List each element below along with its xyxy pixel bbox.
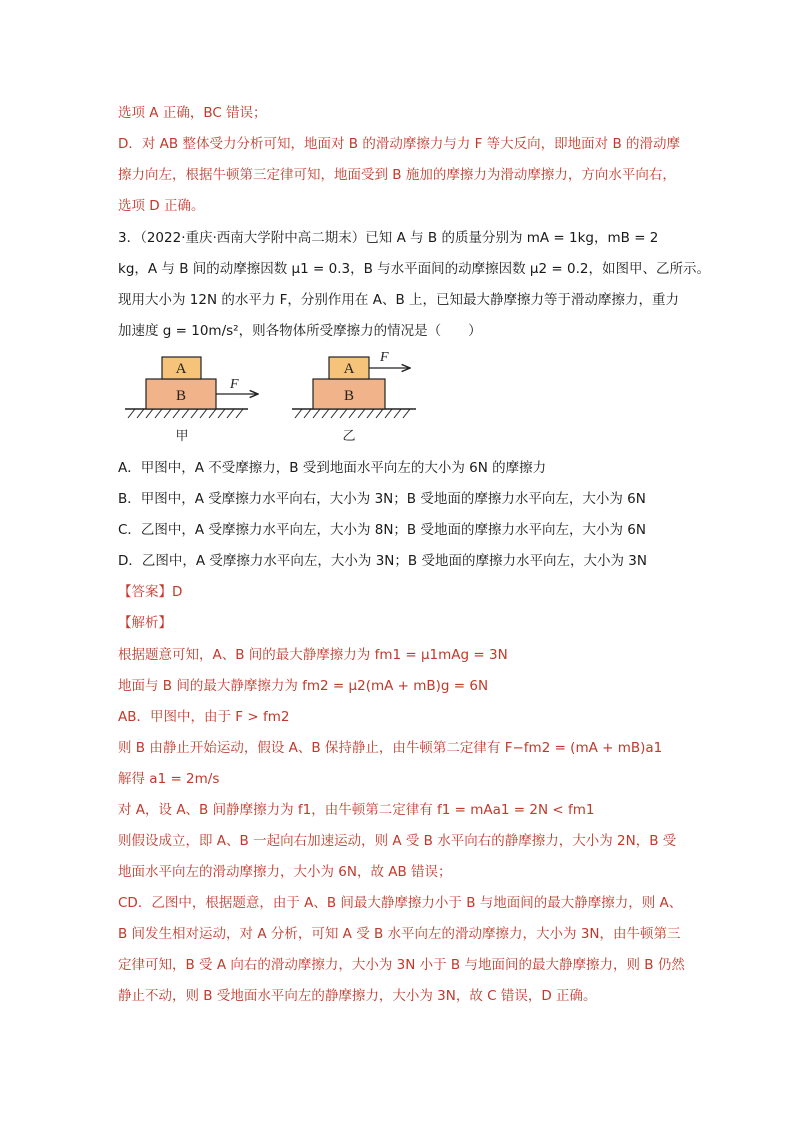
analysis-line-9: CD．乙图中，根据题意，由于 A、B 间最大静摩擦力小于 B 与地面间的最大静摩擦力，则 A、	[118, 895, 683, 911]
block-b-left-label: B	[175, 388, 187, 404]
answer: 【答案】D	[118, 584, 183, 600]
analysis-line-1: 根据题意可知，A、B 间的最大静摩擦力为 fm1 = μ1mAg = 3N	[118, 647, 508, 663]
ground-hatch-right	[295, 409, 410, 418]
option-c: C．乙图中，A 受摩擦力水平向左，大小为 8N；B 受地面的摩擦力水平向左，大小为 6N	[118, 522, 646, 538]
analysis-line-11: 定律可知，B 受 A 向右的滑动摩擦力，大小为 3N 小于 B 与地面间的最大静摩擦力，则 B 仍然	[118, 957, 685, 973]
analysis-line-6: 对 A，设 A、B 间静摩擦力为 f1，由牛顿第二定律有 f1 = mAa1 = 2N < fm1	[118, 802, 595, 818]
analysis-line-8: 地面水平向左的滑动摩擦力，大小为 6N，故 AB 错误；	[118, 864, 452, 880]
analysis-label: 【解析】	[118, 615, 172, 631]
option-b: B．甲图中，A 受摩擦力水平向右，大小为 3N；B 受地面的摩擦力水平向左，大小为 6N	[118, 491, 646, 507]
analysis-line-3: AB．甲图中，由于 F > fm2	[118, 709, 290, 725]
question-line-2: kg，A 与 B 间的动摩擦因数 μ1 = 0.3，B 与水平面间的动摩擦因数 μ2 = 0.2，如图甲、乙所示。	[118, 261, 710, 277]
question-line-3: 现用大小为 12N 的水平力 F，分别作用在 A、B 上，已知最大静摩擦力等于滑动摩擦力，重力	[118, 292, 679, 308]
option-d: D．乙图中，A 受摩擦力水平向左，大小为 3N；B 受地面的摩擦力水平向左，大小为 3N	[118, 553, 647, 569]
option-a: A．甲图中，A 不受摩擦力，B 受到地面水平向左的大小为 6N 的摩擦力	[118, 460, 547, 476]
question-line-4: 加速度 g = 10m/s²，则各物体所受摩擦力的情况是（ ）	[118, 323, 482, 339]
analysis-line-5: 解得 a1 = 2m/s	[118, 771, 220, 787]
analysis-line-4: 则 B 由静止开始运动，假设 A、B 保持静止，由牛顿第二定律有 F−fm2 = (mA + mB)a1	[118, 740, 663, 756]
prev-solution-line-2: D．对 AB 整体受力分析可知，地面对 B 的滑动摩擦力与力 F 等大反向，即地面对 B 的滑动摩	[118, 136, 681, 152]
block-a-right-label: A	[343, 361, 355, 377]
prev-solution-line-1: 选项 A 正确，BC 错误；	[118, 105, 267, 121]
ground-hatch-left	[128, 409, 243, 418]
force-label-left: F	[230, 377, 239, 392]
figure-jia	[125, 357, 258, 444]
figure-yi	[292, 350, 416, 444]
analysis-line-2: 地面与 B 间的最大静摩擦力为 fm2 = μ2(mA + mB)g = 6N	[118, 678, 489, 694]
prev-solution-line-4: 选项 D 正确。	[118, 198, 205, 214]
analysis-line-12: 静止不动，则 B 受地面水平向左的静摩擦力，大小为 3N，故 C 错误，D 正确。	[118, 988, 597, 1004]
prev-solution-line-3: 擦力向左，根据牛顿第三定律可知，地面受到 B 施加的摩擦力为滑动摩擦力，方向水平向右，	[118, 167, 676, 183]
force-label-right: F	[380, 350, 389, 365]
physics-figure	[120, 350, 440, 450]
block-a-left-label: A	[175, 361, 187, 377]
question-line-1: 3．（2022·重庆·西南大学附中高二期末）已知 A 与 B 的质量分别为 mA = 1kg，mB = 2	[118, 230, 659, 246]
caption-jia: 甲	[175, 429, 189, 444]
block-b-right-label: B	[343, 388, 355, 404]
analysis-line-10: B 间发生相对运动，对 A 分析，可知 A 受 B 水平向左的滑动摩擦力，大小为 3N，由牛顿第三	[118, 926, 681, 942]
caption-yi: 乙	[342, 429, 356, 444]
analysis-line-7: 则假设成立，即 A、B 一起向右加速运动，则 A 受 B 水平向右的静摩擦力，大小为 2N，B 受	[118, 833, 677, 849]
